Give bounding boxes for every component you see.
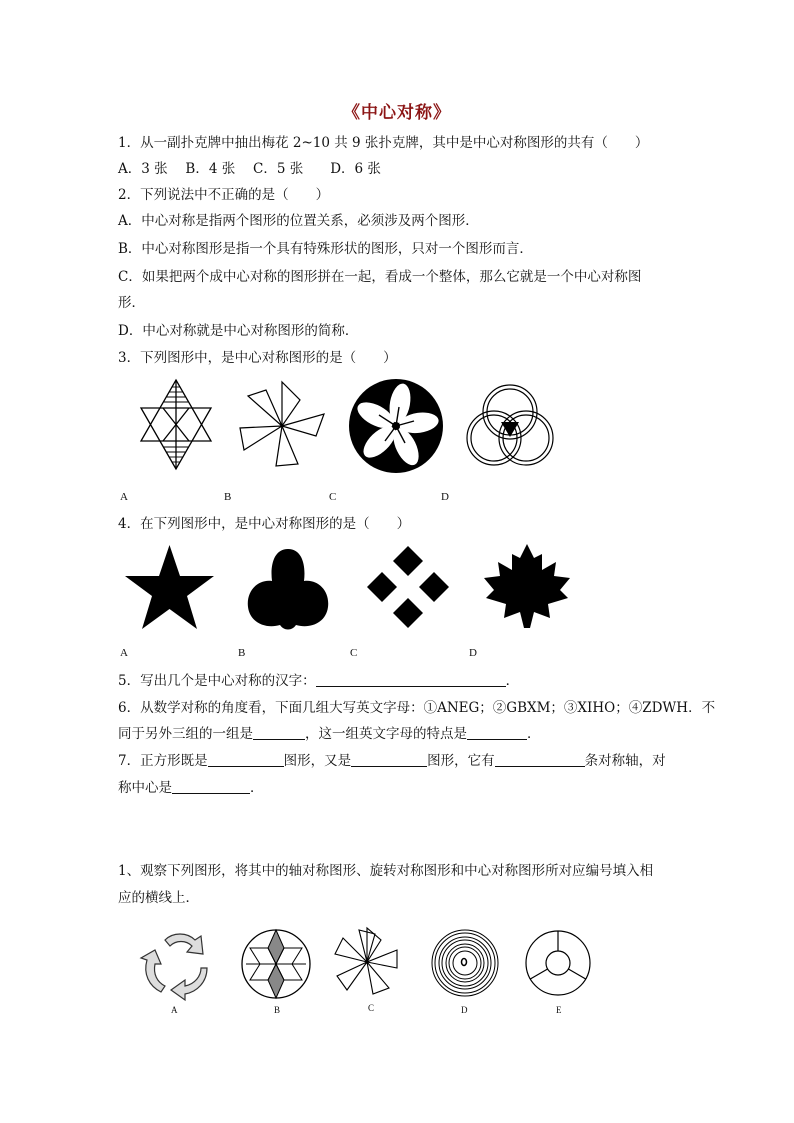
question-6-line2: [118, 725, 541, 743]
question-1: 1．从一副扑克牌中抽出梅花 2~10 共 9 张扑克牌，其中是中心对称图形的共有（ ）: [118, 135, 649, 151]
p1-label-d: D: [461, 1005, 468, 1015]
q5-answer-blank[interactable]: [316, 672, 506, 687]
p1-figure-c-pinwheel-icon: [331, 926, 403, 998]
p1-figure-d-concentric-circles-icon: [430, 928, 500, 998]
q7-text-e: 称中心是: [118, 780, 172, 796]
q4-figure-c-diamonds-icon: [365, 544, 451, 630]
question-5: [118, 672, 519, 690]
p1-label-e: E: [556, 1005, 562, 1015]
q3-figure-a-hexagram-icon: [133, 377, 223, 472]
q3-label-d: D: [441, 491, 449, 503]
question-2: 2．下列说法中不正确的是（ ）: [118, 187, 330, 203]
question-2-option-c-line1: C．如果把两个成中心对称的图形拼在一起，看成一个整体，那么它就是一个中心对称图: [118, 269, 642, 285]
question-4: 4．在下列图形中，是中心对称图形的是（ ）: [118, 516, 411, 532]
p1-figure-b-star-circle-icon: [240, 928, 312, 1000]
q3-figure-c-bauhinia-icon: [347, 377, 445, 475]
practice-1-line1: 1、观察下列图形，将其中的轴对称图形、旋转对称图形和中心对称图形所对应编号填入相: [118, 863, 654, 879]
q3-label-c: C: [329, 491, 337, 503]
q7-text-b: 图形，又是: [283, 753, 352, 769]
q5-end: ．: [505, 673, 520, 689]
q5-text: 5．写出几个是中心对称的汉字：: [118, 673, 316, 689]
q6-answer-blank-1[interactable]: [253, 725, 305, 740]
p1-label-a: A: [171, 1005, 178, 1015]
question-7-line1: [118, 752, 666, 770]
question-1-options: A．3 张 B．4 张 C．5 张 D．6 张: [118, 161, 381, 177]
q6-text-c: ．: [527, 726, 541, 742]
p1-label-c: C: [368, 1003, 375, 1013]
p1-label-b: B: [274, 1005, 281, 1015]
q6-text-b: ，这一组英文字母的特点是: [305, 726, 467, 742]
question-2-option-d: D．中心对称就是中心对称图形的简称．: [118, 323, 359, 339]
q4-label-a: A: [120, 647, 128, 659]
q7-text-a: 7．正方形既是: [118, 753, 208, 769]
q3-label-b: B: [224, 491, 232, 503]
q7-text-f: ．: [250, 780, 264, 796]
p1-figure-a-recycle-icon: [141, 930, 213, 1002]
q4-figure-d-maple-leaf-icon: [480, 542, 575, 630]
q3-figure-d-triquetra-icon: [461, 380, 559, 470]
question-2-option-a: A．中心对称是指两个图形的位置关系，必须涉及两个图形．: [118, 213, 479, 229]
q4-label-c: C: [350, 647, 358, 659]
question-2-option-c-line2: 形．: [118, 295, 145, 311]
q6-answer-blank-2[interactable]: [467, 725, 527, 740]
q7-answer-blank-2[interactable]: [351, 752, 427, 767]
p1-figure-e-ring-icon: [524, 929, 592, 997]
q3-figure-b-pinwheel-icon: [236, 380, 328, 472]
practice-1-line2: 应的横线上．: [118, 890, 199, 906]
question-2-option-b: B．中心对称图形是指一个具有特殊形状的图形，只对一个图形而言．: [118, 241, 533, 257]
q7-answer-blank-3[interactable]: [495, 752, 585, 767]
question-6-line1: 6．从数学对称的角度看，下面几组大写英文字母：①ANEG；②GBXM；③XIHO；④ZDWH．不: [118, 700, 716, 716]
q3-label-a: A: [120, 491, 128, 503]
q7-text-d: 条对称轴，对: [584, 753, 666, 769]
q4-label-d: D: [469, 647, 477, 659]
q7-text-c: 图形，它有: [427, 753, 495, 769]
q4-label-b: B: [238, 647, 246, 659]
q4-figure-a-star-icon: [122, 543, 217, 633]
q6-text-a: 同于另外三组的一组是: [118, 726, 253, 742]
q7-answer-blank-4[interactable]: [172, 779, 250, 794]
question-3: 3．下列图形中，是中心对称图形的是（ ）: [118, 350, 397, 366]
page-title: 《中心对称》: [343, 103, 451, 123]
q4-figure-b-trefoil-icon: [244, 545, 332, 633]
question-7-line2: [118, 779, 264, 797]
q7-answer-blank-1[interactable]: [208, 752, 284, 767]
